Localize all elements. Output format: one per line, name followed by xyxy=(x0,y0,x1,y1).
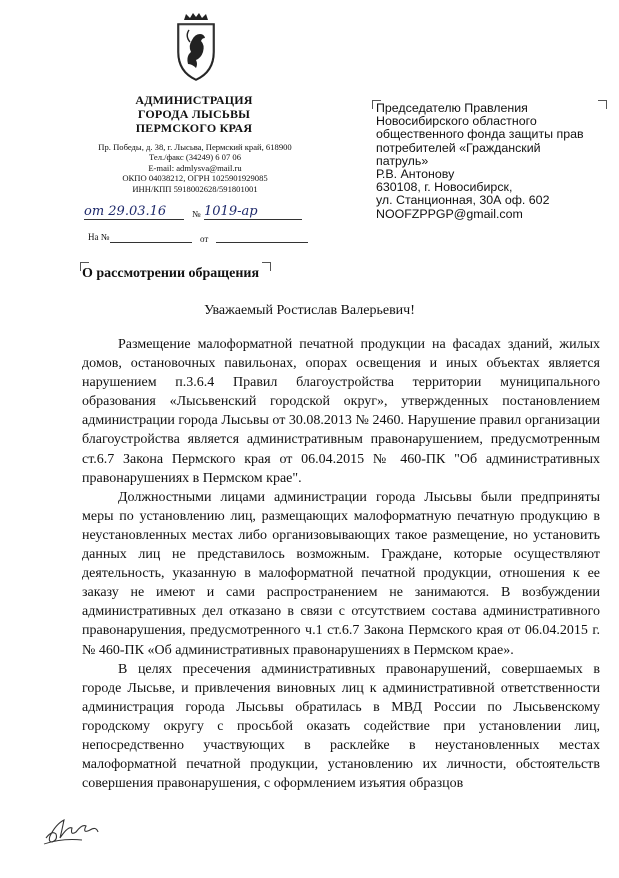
registration-row xyxy=(84,204,314,224)
city-coat-of-arms-icon xyxy=(172,12,220,82)
org-name-line-2: ГОРОДА ЛЫСЬВЫ xyxy=(137,107,251,121)
reference-from-label: от xyxy=(200,234,209,244)
reference-number-line xyxy=(110,242,192,243)
addressee-line: Председателю Правления xyxy=(376,101,528,115)
salutation: Уважаемый Ростислав Валерьевич! xyxy=(204,303,415,318)
addressee-line: 630108, г. Новосибирск, xyxy=(376,180,513,195)
organization-contacts xyxy=(70,142,320,194)
reference-label: На № xyxy=(88,232,110,242)
org-inn-kpp: ИНН/КПП 5918002628/591801001 xyxy=(132,183,258,194)
organization-name xyxy=(88,93,300,135)
body-paragraph: В целях пресечения административных правонарушений, совершаемых в городе Лысьве, и привлечения виновных лиц к административной ответственности администрация города Лысьвы обратилась в МВД России по Лысьвенскому городскому округу с просьбой оказать содействие при установлении лиц, непосредственно участвующих в расклейке в неустановленных местах малоформатной печатной продукции, установлению их личности, обстоятельств совершения правонарушения, с оформлением изъятия образцов xyxy=(82,661,600,792)
org-name-line-1: АДМИНИСТРАЦИЯ xyxy=(135,93,253,107)
addressee-line: ул. Станционная, 30А оф. 602 xyxy=(376,193,550,208)
letter-body xyxy=(82,335,600,793)
addressee-block xyxy=(376,102,606,221)
addressee-line: потребителей «Гражданский xyxy=(376,140,541,155)
body-paragraph: Должностными лицами администрации города Лысьвы были предприняты меры по установлению лиц, размещающих малоформатную печатную продукцию в неустановленных местах либо организовывающих такое размещение, но установить данных лиц не представилось возможным. Граждане, которые осуществляют деятельность, указанную в малоформатной печатной продукции, отношения к ее заказу не имеют и сами распространением не занимаются. В возбуждении административных дел отказано в связи с отсутствием состава административного правонарушения, предусмотренного ч.1 ст.6.7 Закона Пермского края от 06.04.2015 г. № 460-ПК «Об административных правонарушениях в Пермском крае». xyxy=(82,489,600,658)
handwritten-signature xyxy=(42,808,102,848)
addressee-email: NOOFZPPGP@gmail.com xyxy=(376,206,523,221)
letter-subject: О рассмотрении обращения xyxy=(82,266,260,281)
addressee-line: патруль» xyxy=(376,153,429,168)
org-phone: Тел./факс (34249) 6 07 06 xyxy=(148,152,241,163)
registration-date: от 29.03.16 xyxy=(84,204,184,220)
org-name-line-3: ПЕРМСКОГО КРАЯ xyxy=(135,121,253,135)
org-email: E-mail: admlysva@mail.ru xyxy=(148,162,242,173)
org-okpo-ogrn: ОКПО 04038212, ОГРН 1025901929085 xyxy=(122,173,268,184)
registration-number-label: № xyxy=(192,209,201,219)
subject-corner-mark xyxy=(262,262,271,271)
addressee-line: общественного фонда защиты прав xyxy=(376,127,584,142)
addressee-line: Р.В. Антонову xyxy=(376,167,455,182)
reference-row xyxy=(88,232,318,242)
org-address: Пр. Победы, д. 38, г. Лысьва, Пермский край, 618900 xyxy=(98,142,292,152)
reference-date-line xyxy=(216,242,308,243)
body-paragraph: Размещение малоформатной печатной продукции на фасадах зданий, жилых домов, остановочных павильонах, опорах освещения и иных объектах является нарушением п.3.6.4 Правил благоустройства территории муниципального образования «Лысьвенский городской округ», утвержденных постановлением администрации города Лысьвы от 30.08.2013 № 2460. Нарушение правил организации благоустройства является административным правонарушением, предусмотренным ст.6.7 Закона Пермского края от 06.04.2015 № 460-ПК "Об административных правонарушениях в Пермском крае". xyxy=(82,337,600,486)
addressee-line: Новосибирского областного xyxy=(376,114,537,129)
registration-number: 1019-ар xyxy=(204,204,302,220)
